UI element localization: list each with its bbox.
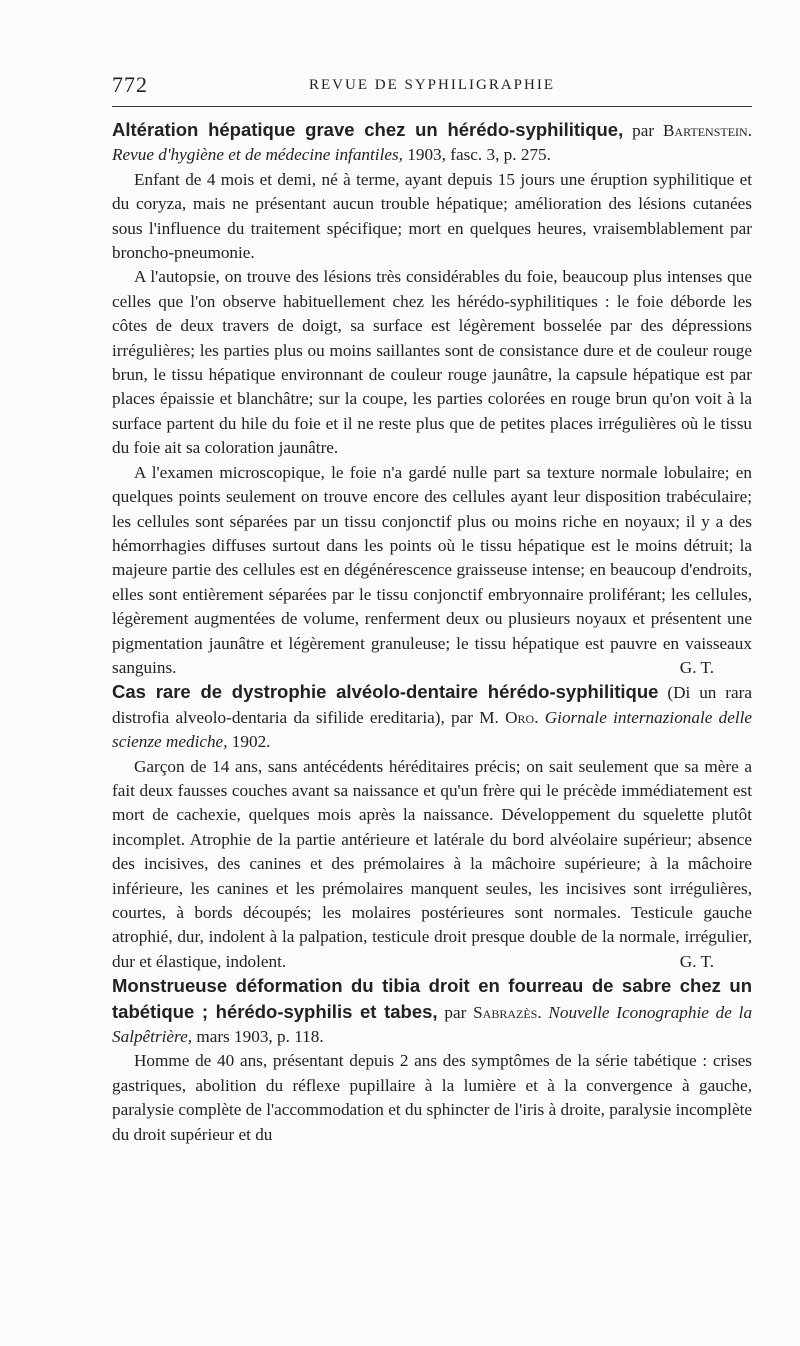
page-header — [112, 72, 752, 100]
article-1-author: Bartenstein. — [662, 121, 752, 140]
article-1-paragraph-2: A l'autopsie, on trouve des lésions très considérables du foie, beaucoup plus intenses que celles que l'on observe habituellement chez les hérédo-syphilitiques : le foie déborde les côtes de deux travers de doigt, sa surface est légèrement bosselée par des dépressions irrégulières; les parties plus ou moins saillantes sont de consistance dure et de couleur rouge brun, le tissu hépatique environnant de couleur rouge jaunâtre, la capsule hépatique est par places épaissie et blanchâtre; sur la coupe, les parties colorées en rouge brun qu'on voit à la surface partent du hile du foie et il ne reste plus que de petites places irrégulières où le tissu du foie ait sa coloration jaunâtre. — [112, 267, 752, 458]
article-3-journal: Nouvelle Iconographie de la Salpêtrière, — [112, 1002, 753, 1047]
article-2-author: Oro. — [505, 707, 539, 727]
article-body — [112, 118, 752, 1147]
article-2-title: Cas rare de dystrophie alvéolo-dentaire hérédo-syphilitique — [112, 681, 659, 703]
article-3-heading — [112, 974, 752, 1049]
article-2-journal: Giornale internazionale delle scienze mediche, — [112, 707, 753, 752]
article-2-signature: G. T. — [679, 951, 714, 971]
article-2-paragraph-1-text: Garçon de 14 ans, sans antécédents héréditaires précis; on sait seulement que sa mère a fait deux fausses couches avant sa naissance et qu'un frère qui le précède immédiatement est mort de cachexie, quelques mois après la naissance. Développement du squelette plutôt incomplet. Atrophie de la partie antérieure et latérale du bord alvéolaire supérieur; absence des incisives, des canines et des prémolaires à la mâchoire supérieure; à la mâchoire inférieure, les canines et les prémolaires manquent seules, les incisives sont irrégulières, courtes, à bords découpés; les molaires postérieures sont normales. Testicule gauche atrophié, dur, indolent à la palpation, testicule droit presque double de la normale, irrégulier, dur et élastique, indolent. — [112, 756, 752, 971]
running-title: REVUE DE SYPHILIGRAPHIE — [309, 77, 555, 93]
article-2-paragraph-1 — [112, 755, 752, 975]
article-1-journal: Revue d'hygiène et de médecine infantiles, — [112, 145, 403, 165]
article-3-author: Sabrazès. — [473, 1002, 542, 1022]
article-3-by: par — [444, 1002, 467, 1022]
article-1-heading — [112, 118, 752, 168]
article-1-title: Altération hépatique grave chez un hérédo-syphilitique, — [112, 119, 624, 140]
article-1-by: par — [632, 121, 655, 140]
article-1-paragraph-3-text: A l'examen microscopique, le foie n'a gardé nulle part sa texture normale lobulaire; en quelques points seulement on trouve encore des cellules ayant leur disposition trabéculaire; les cellules sont séparées par un tissu conjonctif plus ou moins riche en noyaux; il y a des hémorrhagies diffuses surtout dans les points où le tissu hépatique est le moins détruit; la majeure partie des cellules est en dégénérescence graisseuse intense; en beaucoup d'endroits, elles sont entièrement séparées par le tissu conjonctif embryonnaire proliférant; les cellules, légèrement augmentées de volume, renferment deux ou plusieurs noyaux et présentent une pigmentation jaunâtre et légèrement granuleuse; le tissu hépatique est pauvre en vaisseaux sanguins. — [112, 462, 752, 677]
article-1-paragraph-1: Enfant de 4 mois et demi, né à terme, ayant depuis 15 jours une éruption syphilitique et du coryza, mais ne présentant aucun trouble hépatique; amélioration des lésions cutanées sous l'influence du traitement spécifique; mort en quelques heures, vraisemblablement par broncho-pneumonie. — [112, 169, 752, 263]
article-2-ref: 1902. — [231, 732, 271, 752]
article-3-paragraph-1: Homme de 40 ans, présentant depuis 2 ans des symptômes de la série tabétique : crises gastriques, abolition du réflexe pupillaire à la lumière et à la convergence à gauche, paralysie complète de l'accommodation et du sphincter de l'iris à droite, paralysie incomplète du droit supérieur et du — [112, 1051, 752, 1144]
article-1-signature: G. T. — [679, 657, 714, 677]
page-number: 772 — [112, 72, 148, 97]
article-1-paragraph-3 — [112, 461, 752, 681]
article-2-subtitle: (Di un rara distrofia alveolo-dentaria da sifilide ereditaria), par M. — [112, 683, 753, 727]
article-2-heading — [112, 680, 752, 754]
header-rule — [112, 106, 752, 107]
article-1-ref: 1903, fasc. 3, p. 275. — [407, 145, 551, 165]
article-3-ref: mars 1903, p. 118. — [196, 1027, 324, 1047]
article-3-title: Monstrueuse déformation du tibia droit en fourreau de sabre chez un tabétique ; hérédo-syphilis et tabes, — [112, 975, 752, 1022]
